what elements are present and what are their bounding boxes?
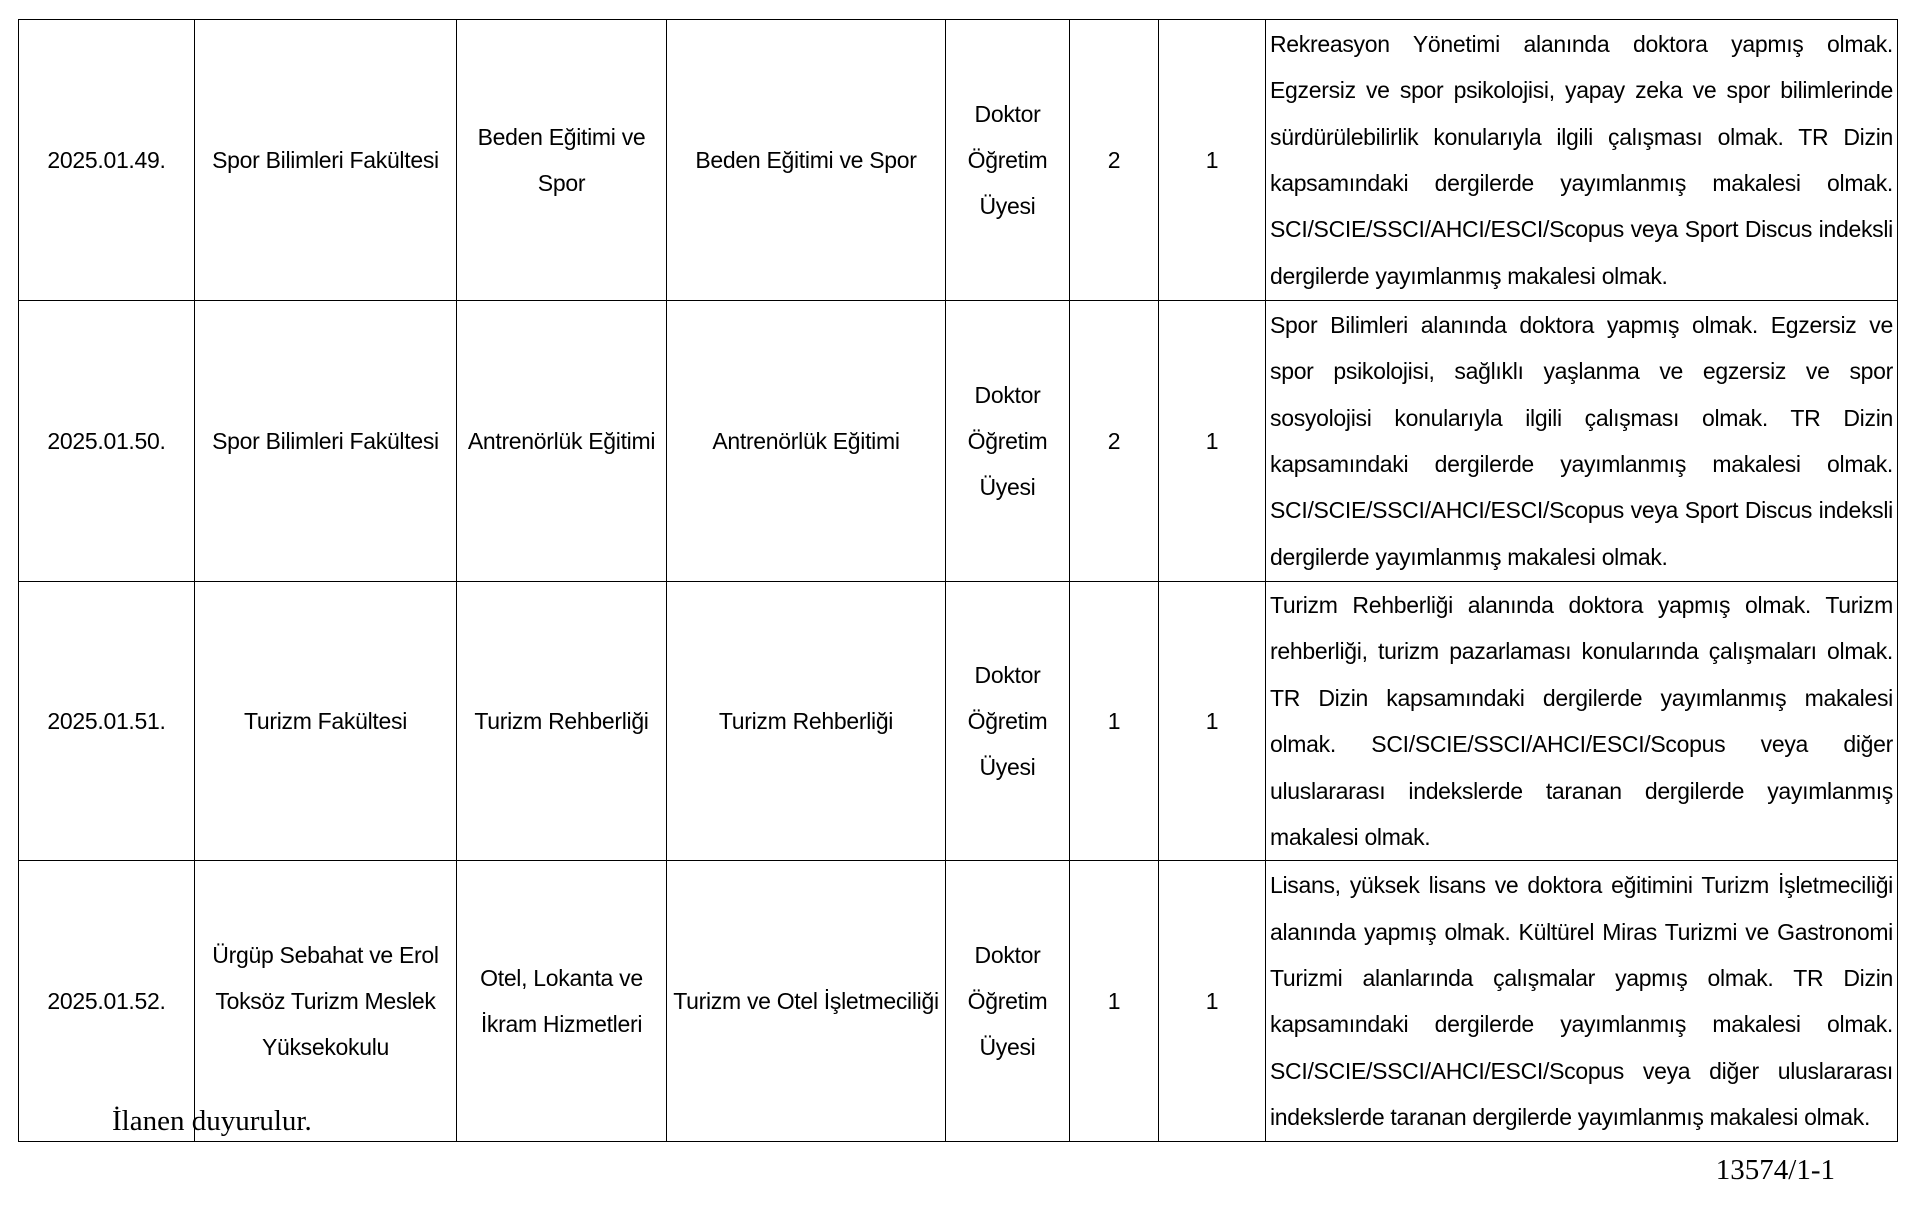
title-cell: Doktor Öğretim Üyesi xyxy=(946,20,1070,301)
degree-cell: 2 xyxy=(1070,20,1159,301)
department-cell: Otel, Lokanta ve İkram Hizmetleri xyxy=(457,861,667,1142)
department-cell: Beden Eğitimi ve Spor xyxy=(457,20,667,301)
table-row xyxy=(19,582,1898,861)
program-cell: Antrenörlük Eğitimi xyxy=(667,301,946,582)
count-cell: 1 xyxy=(1159,20,1266,301)
unit-cell: Turizm Fakültesi xyxy=(195,582,457,861)
degree-cell: 1 xyxy=(1070,861,1159,1142)
program-cell: Turizm Rehberliği xyxy=(667,582,946,861)
department-cell: Antrenörlük Eğitimi xyxy=(457,301,667,582)
requirements-cell: Turizm Rehberliği alanında doktora yapmış olmak. Turizm rehberliği, turizm pazarlaması konularında çalışmaları olmak. TR Dizin kapsamındaki dergilerde yayımlanmış makalesi olmak. SCI/SCIE/SSCI/AHCI/ESCI/Scopus veya diğer uluslararası indekslerde taranan dergilerde yayımlanmış makalesi olmak. xyxy=(1266,582,1898,861)
position-number: 2025.01.51. xyxy=(19,582,195,861)
title-cell: Doktor Öğretim Üyesi xyxy=(946,301,1070,582)
requirements-cell: Lisans, yüksek lisans ve doktora eğitimini Turizm İşletmeciliği alanında yapmış olmak. Kültürel Miras Turizmi ve Gastronomi Turizmi alanlarında çalışmalar yapmış olmak. TR Dizin kapsamındaki dergilerde yayımlanmış makalesi olmak. SCI/SCIE/SSCI/AHCI/ESCI/Scopus veya diğer uluslararası indekslerde taranan dergilerde yayımlanmış makalesi olmak. xyxy=(1266,861,1898,1142)
degree-cell: 1 xyxy=(1070,582,1159,861)
table-row xyxy=(19,301,1898,582)
unit-cell: Ürgüp Sebahat ve Erol Toksöz Turizm Meslek Yüksekokulu xyxy=(195,861,457,1142)
requirements-cell: Rekreasyon Yönetimi alanında doktora yapmış olmak. Egzersiz ve spor psikolojisi, yapay zeka ve spor bilimlerinde sürdürülebilirlik konularıyla ilgili çalışması olmak. TR Dizin kapsamındaki dergilerde yayımlanmış makalesi olmak. SCI/SCIE/SSCI/AHCI/ESCI/Scopus veya Sport Discus indeksli dergilerde yayımlanmış makalesi olmak. xyxy=(1266,20,1898,301)
table-row xyxy=(19,861,1898,1142)
announcement-text: İlanen duyurulur. xyxy=(112,1105,312,1137)
position-number: 2025.01.49. xyxy=(19,20,195,301)
positions-table xyxy=(18,19,1898,1142)
degree-cell: 2 xyxy=(1070,301,1159,582)
unit-cell: Spor Bilimleri Fakültesi xyxy=(195,301,457,582)
department-cell: Turizm Rehberliği xyxy=(457,582,667,861)
reference-number: 13574/1-1 xyxy=(1715,1154,1835,1186)
title-cell: Doktor Öğretim Üyesi xyxy=(946,582,1070,861)
unit-cell: Spor Bilimleri Fakültesi xyxy=(195,20,457,301)
program-cell: Turizm ve Otel İşletmeciliği xyxy=(667,861,946,1142)
position-number: 2025.01.52. xyxy=(19,861,195,1142)
requirements-cell: Spor Bilimleri alanında doktora yapmış olmak. Egzersiz ve spor psikolojisi, sağlıklı yaşlanma ve egzersiz ve spor sosyolojisi konularıyla ilgili çalışması olmak. TR Dizin kapsamındaki dergilerde yayımlanmış makalesi olmak. SCI/SCIE/SSCI/AHCI/ESCI/Scopus veya Sport Discus indeksli dergilerde yayımlanmış makalesi olmak. xyxy=(1266,301,1898,582)
program-cell: Beden Eğitimi ve Spor xyxy=(667,20,946,301)
count-cell: 1 xyxy=(1159,301,1266,582)
count-cell: 1 xyxy=(1159,861,1266,1142)
title-cell: Doktor Öğretim Üyesi xyxy=(946,861,1070,1142)
position-number: 2025.01.50. xyxy=(19,301,195,582)
count-cell: 1 xyxy=(1159,582,1266,861)
table-row xyxy=(19,20,1898,301)
